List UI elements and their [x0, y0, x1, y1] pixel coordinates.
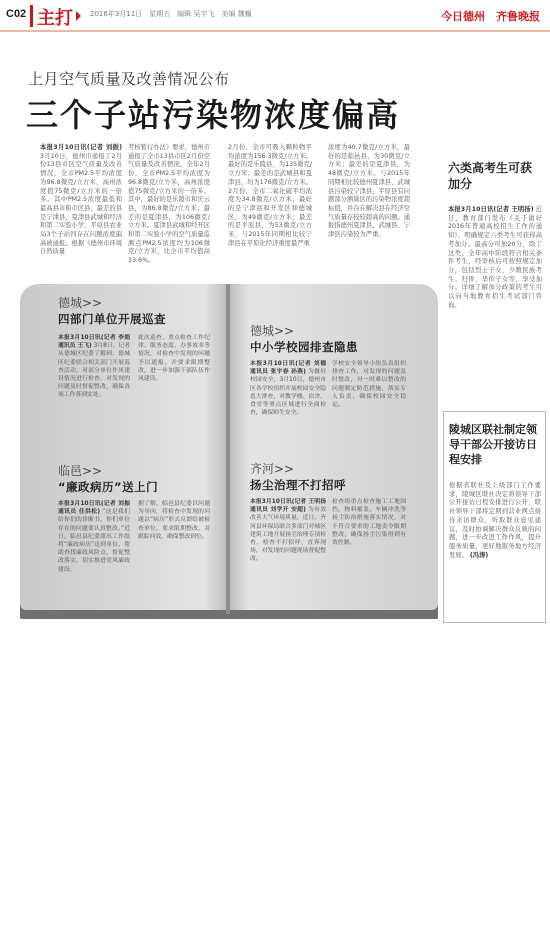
- article-headline: 三个子站污染物浓度偏高: [26, 96, 401, 134]
- left-story-2-title: “廉政病历”送上门: [58, 480, 159, 494]
- article-kicker: 上月空气质量及改善情况公布: [28, 70, 230, 88]
- sidebar-story-byline: 本报3月10日讯(记者 王明扬): [448, 206, 534, 213]
- right-story-1-text: 为做好校园安全，3月10日，德州市区各学校组织开展校园安全隐患大排查，对教学楼、宿舍、食堂等重点区域进行全面检查，确保师生安全。: [250, 369, 327, 417]
- right-story-1-location: 德城>>: [250, 324, 295, 338]
- notice-box: [443, 411, 546, 623]
- right-story-1-body: [250, 360, 326, 417]
- sidebar-story-title: 六类高考生可获加分: [448, 161, 533, 191]
- left-story-2-byline: 本报3月10日讯(记者 刘振 通讯员 任洪松): [58, 501, 130, 516]
- left-story-2-body: [58, 500, 130, 574]
- page-number: C02: [6, 8, 27, 20]
- page-header: [0, 0, 550, 34]
- section-arrow-icon: [76, 11, 81, 21]
- right-story-2-body: [250, 498, 326, 564]
- article-text-1: 3月10日，德州市通报了2月份13县市区空气质量及改善情况，全市PM2.5平均浓度为96.8微克/立方米，高州浓度值75微克/立方米的一倍多。其中PM2.5浓度最低和最高县市和市区县，最差的县是宁津县，夏津县武城和经济和第二实验小学、平原县农业局3个子站四存在问题浓度偏高被通报。根据《德州市环境自然质量: [40, 152, 122, 256]
- article-column-3: 2月份，全市可吸入颗粒物平均浓度为156.3微克/立方米。最好的是乐陵县，为135微克/立方米；最差的是武城县和夏津县，均为176微克/立方米。2月份，全市二氧化硫平均浓度为34.8微克/立方米，最好的是宁津县和开发区和德城区，为49微克/立方米；最差的是平原县，为53微克/立方米，与2015年同期相比较宁津县在平原化经济重度最严重: [228, 144, 312, 247]
- right-story-2-location: 齐河>>: [250, 462, 295, 476]
- sidebar-story-text: 近日，教育部门发布《关于做好2016年普通高校招生工作的通知》，明确规定六类考生可获得高考加分。最高分可加20分，除了这类，全年高中阶段符合相关条件考生，经审核后可按照规定加分，包括烈士子女、少数民族考生、归侨、华侨子女等，享受加分。详细了解加分政策的考生可以向当地教育招生考试部门咨询。: [448, 206, 542, 309]
- left-story-1-title: 四部门单位开展巡查: [58, 312, 166, 326]
- article-byline: 本报3月10日讯(记者 刘振): [40, 144, 122, 151]
- left-story-2-text: “这是我们给你们的诊断书，你们单位存在的问题要认真整改。”近日，临邑县纪委派出工作组将“廉政病历”送到单位，帮助查找廉政风险点，督促整改落实，切实推进党风廉政建设。: [58, 509, 130, 573]
- left-story-2-text-2: 据了解，临邑县纪委以问题为导向，将检查中发现的问题以“病历”形式反馈给被检查单位，要求限期整改，并跟踪问效，确保整改到位。: [138, 501, 210, 540]
- left-story-1-location: 德城>>: [58, 296, 103, 310]
- section-marker-bar: [30, 5, 33, 27]
- article-column-2: 考核暂行办法》要求，德州市通报了全市13县市区2月份空气质量及改善情况，全年2月份，全市PM2.5平均浓度为96.8微克/立方米，高州浓度值75微克/立方米的一倍多。其中，最好的是乐陵市和庆云县，为86.8微克/立方米；最差的是夏津县，为106微克/立方米。夏津县武城和经开区和第二实验小学的空气质量监测点PM2.5浓度均为106微克/立方米，比全市平均值高13.6%。: [128, 144, 210, 265]
- right-story-1-text-2: 学校安全领导小组负责组织排查工作，对发现的问题及时整改，对一时难以整改的问题制定防范措施，落实专人负责，确保校园安全稳定。: [332, 361, 406, 409]
- right-story-1-byline: 本报3月10日讯(记者 刘德 通讯员 张宇春 孙燕): [250, 361, 326, 376]
- sidebar-story-body: [448, 206, 542, 310]
- right-story-2-byline: 本报3月10日讯(记者 王明扬 通讯员 刘学开 安超): [250, 499, 326, 514]
- right-story-2-text-2: 检查组重点检查施工工地围挡、物料覆盖、车辆冲洗等扬尘防治措施落实情况，对不符合要求的工地责令限期整改，确保扬尘污染得到有效控制。: [332, 499, 406, 547]
- left-story-1-text-2: 此次巡查，重点检查工作纪律、服务态度、办事效率等情况，对检查中发现的问题予以通报，并要求限期整改，进一步加强干部队伍作风建设。: [138, 335, 210, 383]
- article-column-4: 浓度为40.7微克/立方米，最好的是临邑县，为30微克/立方米；最差的是夏津县，为48微克/立方米。与2015年同期相比较德州夏津县、武城县污染较宁津县，平原县有问题部分测算区的污染物浓度超标值，并存在解决县在经济空气质量存较较超高的问题。通报指德州夏津县、武城县、宁津县污染较为严重。: [328, 144, 410, 239]
- article-column-1: [40, 144, 122, 257]
- notice-title: 陵城区联社制定领导干部公开接访日程安排: [449, 423, 537, 466]
- left-story-1-text: 3月8日，记者从德城区纪委了解到，德城区纪委联合相关部门开展巡查活动，对部分单位作风建设情况进行检查，对发现的问题及时督促整改，确保各项工作落到实处。: [58, 343, 130, 399]
- left-story-1-body: [58, 334, 130, 400]
- notice-signature: (冯涛): [469, 551, 489, 559]
- left-story-2-location: 临邑>>: [58, 464, 103, 478]
- right-story-2-title: 扬尘治理不打招呼: [250, 478, 346, 492]
- right-story-1-title: 中小学校园排查隐患: [250, 340, 358, 354]
- section-title: 主打: [37, 8, 73, 29]
- notice-text: 根据省联社及上级部门工作要求，陵城区联社决定将领导干部公开接访日程安排进行公开，联社领导干部将定期到营业网点接待来访群众，听取群众意见建议，及时协调解决群众反映的问题，进一步改进工作作风，提升服务质量，更好地服务地方经济发展。: [449, 482, 541, 559]
- left-story-1-byline: 本报3月10日讯(记者 李娟 通讯员 王飞): [58, 335, 130, 350]
- right-story-2-text: 为有效改善大气环境质量，近日，齐河县环保局联合多部门对城区建筑工地开展扬尘治理专项检查，检查不打招呼，直奔现场，对发现的问题现场督促整改。: [250, 507, 327, 563]
- newspaper-brand: 今日德州 齐鲁晚报: [441, 10, 540, 23]
- issue-meta: 2016年3月11日 星期五 编辑 吴宇飞 美编 魏巍: [90, 10, 252, 18]
- header-divider: [0, 30, 550, 32]
- notice-body: [449, 482, 541, 560]
- book-spine: [226, 284, 230, 614]
